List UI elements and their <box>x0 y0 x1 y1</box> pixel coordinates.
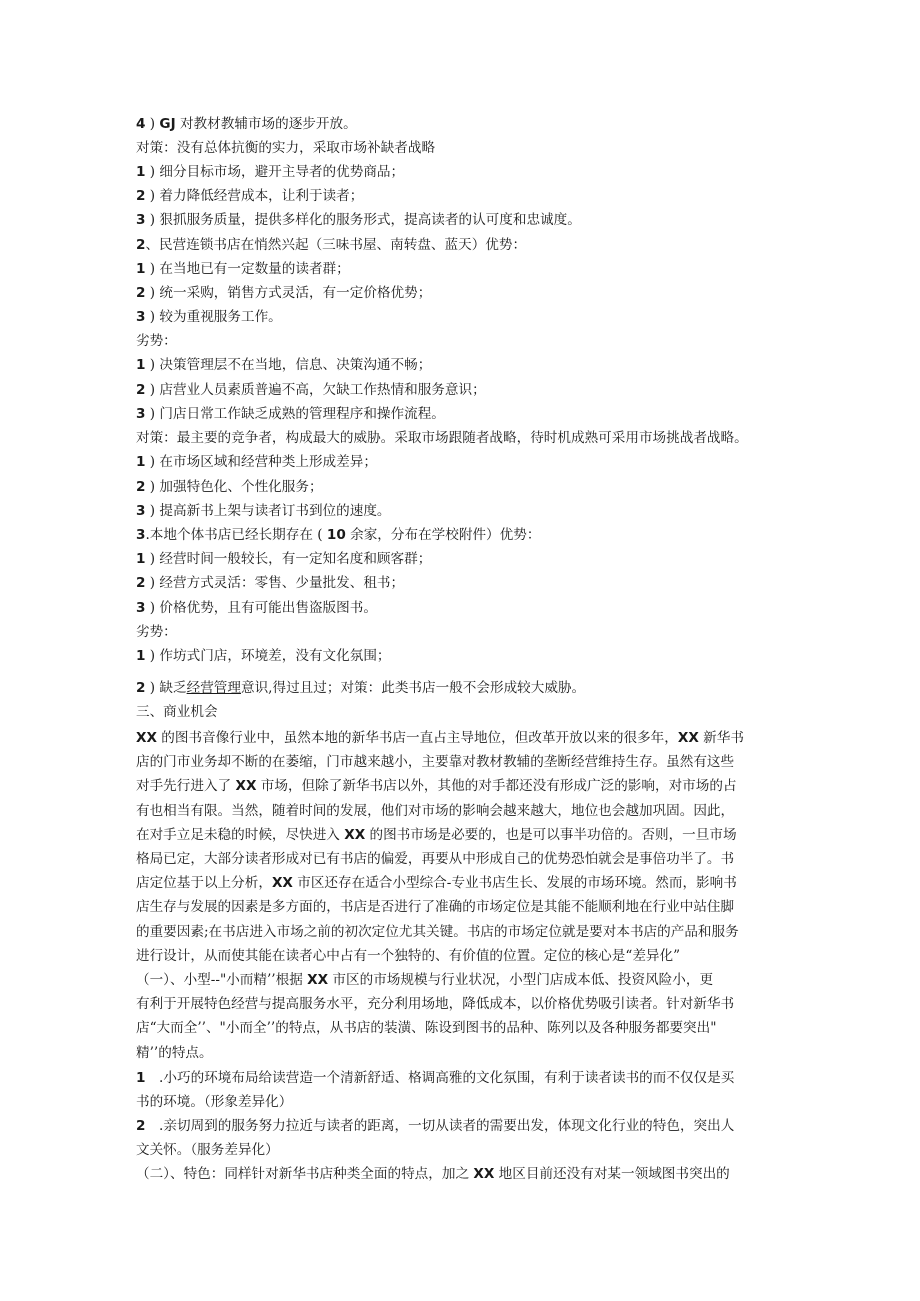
strategy-line-2: 对策：最主要的竞争者，构成最大的威胁。采取市场跟随者战略，待时机成熟可采用市场挑战者战略。 <box>136 430 748 446</box>
paragraph-line: 格局已定，大部分读者形成对已有书店的偏爱，再要从中形成自己的优势恐怕就会是事倍功半了。书 <box>136 851 735 868</box>
paragraph-line: 在对手立足未稳的时候，尽快进入 XX 的图书市场是必要的，也是可以事半功倍的。否则，一旦市场 <box>136 826 737 843</box>
paragraph-line: 精’’的特点。 <box>136 1044 213 1061</box>
paragraph-point-2 <box>136 1114 786 1162</box>
advantage-item-2: 2 ) 统一采购，销售方式灵活，有一定价格优势； <box>136 285 432 301</box>
strategy2-item-2: 2 ) 加强特色化、个性化服务； <box>136 479 323 495</box>
paragraph-line: 的重要因素;在书店进入市场之前的初次定位尤其关键。书店的市场定位就是要对本书店的产品和服务 <box>136 923 739 940</box>
paragraph-specialty <box>136 1162 786 1186</box>
section-individual-stores: 3.本地个体书店已经长期存在 ( 10 余家，分布在学校附件）优势： <box>136 527 541 543</box>
strategy2-item-3: 3 ) 提高新书上架与读者订书到位的速度。 <box>136 503 391 519</box>
paragraph-small-format <box>136 968 786 1065</box>
disadvantage-item-3: 3 ) 门店日常工作缺乏成熟的管理程序和操作流程。 <box>136 406 445 422</box>
paragraph-line: 店的门市业务却不断的在萎缩，门市越来越小，主要靠对教材教辅的垄断经营维持生存。虽然有这些 <box>136 754 735 771</box>
paragraph-line: 2 .亲切周到的服务努力拉近与读者的距离，一切从读者的需要出发，体现文化行业的特色，突出人 <box>136 1118 735 1134</box>
section-heading-opportunity: 三、商业机会 <box>136 704 218 720</box>
section-private-chains: 2、民营连锁书店在悄然兴起（三味书屋、南转盘、蓝天）优势： <box>136 237 527 253</box>
paragraph-line: 书的环境。（形象差异化） <box>136 1094 293 1111</box>
paragraph-line: 店“大而全’’、"小而全’’的特点，从书店的装潢、陈设到图书的品种、陈列以及各种服务都要突出" <box>136 1020 717 1037</box>
paragraph-line: 店生存与发展的因素是多方面的，书店是否进行了准确的市场定位是其能不能顺利地在行业中站住脚 <box>136 899 735 916</box>
paragraph-line: 进行设计，从而使其能在读者心中占有一个独特的、有价值的位置。定位的核心是“差异化” <box>136 947 681 964</box>
paragraph-market-analysis <box>136 726 786 968</box>
paragraph-line: （二）、特色：同样针对新华书店种类全面的特点，加之 XX 地区目前还没有对某一领域图书突出的 <box>136 1166 730 1182</box>
item-text-start: 2 ) 缺乏 <box>136 680 187 696</box>
disadvantage3-heading: 劣势： <box>136 624 177 640</box>
strategy-item-2: 2 ) 着力降低经营成本，让利于读者； <box>136 188 364 204</box>
disadvantage-item-1: 1 ) 决策管理层不在当地，信息、决策沟通不畅； <box>136 357 432 373</box>
paragraph-line: 有利于开展特色经营与提高服务水平，充分利用场地，降低成本，以价格优势吸引读者。针对新华书 <box>136 996 735 1013</box>
strategy-item-1: 1 ) 细分目标市场，避开主导者的优势商品； <box>136 164 405 180</box>
paragraph-point-1 <box>136 1066 786 1114</box>
strategy-line-1: 对策：没有总体抗衡的实力，采取市场补缺者战略 <box>136 140 436 156</box>
advantage-item-3: 3 ) 较为重视服务工作。 <box>136 309 282 325</box>
advantage3-item-1: 1 ) 经营时间一般较长，有一定知名度和顾客群； <box>136 551 432 567</box>
paragraph-line: 1 .小巧的环境布局给读营造一个清新舒适、格调高雅的文化氛围，有利于读者读书的而不仅仅是买 <box>136 1070 735 1086</box>
paragraph-line: XX 的图书音像行业中，虽然本地的新华书店一直占主导地位，但改革开放以来的很多年，XX 新华书 <box>136 730 744 746</box>
item-text-end: 意识,得过且过；对策：此类书店一般不会形成较大威胁。 <box>240 680 586 696</box>
paragraph-line: 店定位基于以上分析，XX 市区还存在适合小型综合-专业书店生长、发展的市场环境。然而，影响书 <box>136 875 737 892</box>
disadvantage-heading: 劣势： <box>136 333 177 349</box>
paragraph-line: 有也相当有限。当然，随着时间的发展，他们对市场的影响会越来越大，地位也会越加巩固。因此， <box>136 802 735 819</box>
strategy2-item-1: 1 ) 在市场区域和经营种类上形成差异； <box>136 454 377 470</box>
advantage-item-1: 1 ) 在当地已有一定数量的读者群； <box>136 261 350 277</box>
strategy-item-3: 3 ) 狠抓服务质量，提供多样化的服务形式，提高读者的认可度和忠诚度。 <box>136 212 581 228</box>
disadvantage3-item-1: 1 ) 作坊式门店，环境差，没有文化氛围； <box>136 648 391 664</box>
advantage3-item-2: 2 ) 经营方式灵活：零售、少量批发、租书； <box>136 575 405 591</box>
disadvantage3-item-2 <box>136 678 585 698</box>
disadvantage-item-2: 2 ) 店营业人员素质普遍不高，欠缺工作热情和服务意识； <box>136 382 486 398</box>
threat-item-4: 4 ) GJ 对教材教辅市场的逐步开放。 <box>136 116 357 132</box>
paragraph-line: 文关怀。（服务差异化） <box>136 1142 279 1159</box>
underlined-term: 经营管理 <box>186 680 241 696</box>
paragraph-line: （一）、小型--"小而精’’根据 XX 市区的市场规模与行业状况，小型门店成本低、投资风险小，更 <box>136 972 714 988</box>
advantage3-item-3: 3 ) 价格优势，且有可能出售盗版图书。 <box>136 600 377 616</box>
paragraph-line: 对手先行进入了 XX 市场，但除了新华书店以外，其他的对手都还没有形成广泛的影响，对市场的占 <box>136 778 737 795</box>
